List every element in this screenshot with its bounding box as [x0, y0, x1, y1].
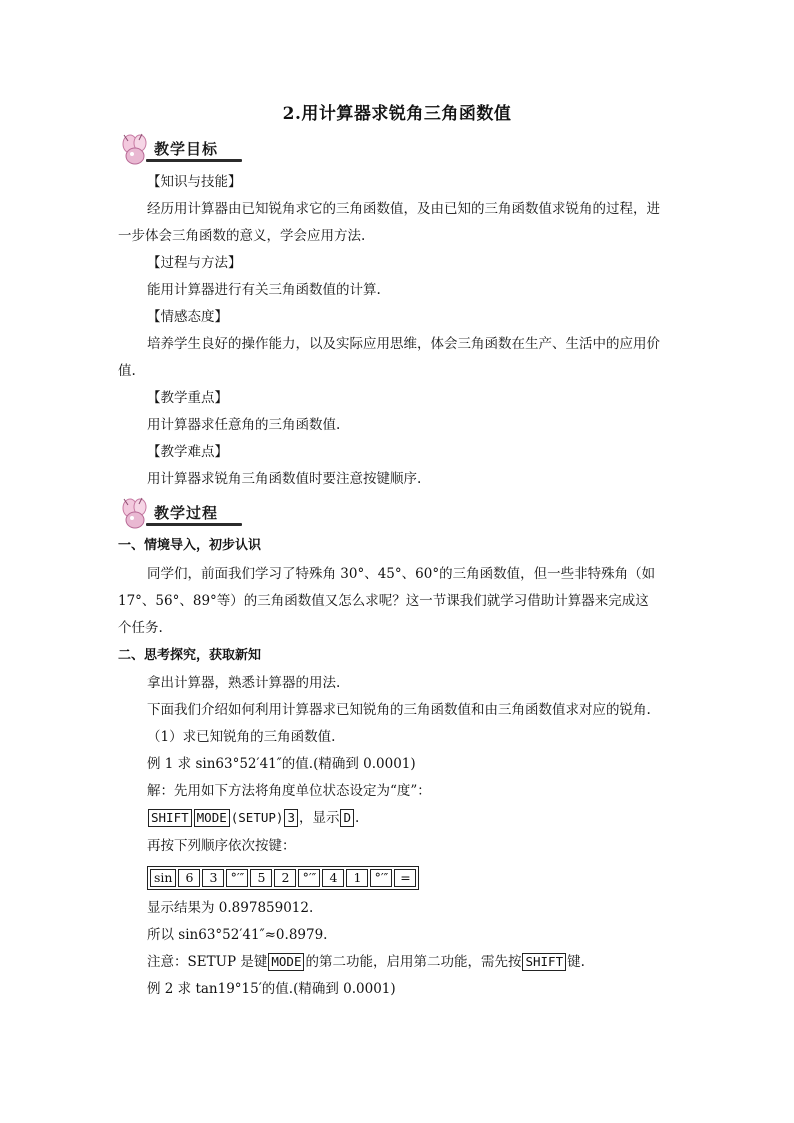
paragraph-line: 一步体会三角函数的意义，学会应用方法.	[118, 228, 366, 244]
paragraph-line: 用计算器求任意角的三角函数值.	[147, 417, 341, 433]
note-text: 的第二功能，启用第二功能，需先按	[305, 954, 522, 970]
calculator-key: °′″	[226, 869, 248, 887]
key-shift: SHIFT	[148, 809, 192, 827]
calculator-key: 5	[250, 869, 272, 887]
banner-underline	[146, 159, 242, 162]
setup-period: .	[355, 810, 360, 826]
paragraph-line: 下面我们介绍如何利用计算器求已知锐角的三角函数值和由三角函数值求对应的锐角.	[147, 702, 651, 718]
paragraph-line: 再按下列顺序依次按键：	[147, 838, 296, 854]
banner-underline	[146, 523, 242, 526]
note-text: 注意：SETUP 是键	[147, 954, 268, 970]
key-mode: MODE	[268, 953, 304, 971]
section-banner-process	[118, 496, 242, 530]
key-mode: MODE	[194, 809, 230, 827]
section-banner-goals	[118, 132, 242, 166]
paragraph-line: 能用计算器进行有关三角函数值的计算.	[147, 282, 381, 298]
paragraph-line: 值.	[118, 363, 136, 379]
calculator-key: 1	[346, 869, 368, 887]
calculator-key: =	[394, 869, 416, 887]
banner-label: 教学目标	[154, 140, 219, 158]
solution-line: 解：先用如下方法将角度单位状态设定为“度”：	[147, 783, 431, 799]
banner-label: 教学过程	[154, 504, 219, 522]
setup-show-text: ，显示	[298, 810, 340, 826]
paragraph-line: 个任务.	[118, 620, 163, 636]
note-line	[147, 952, 585, 972]
key-sequence-box	[147, 866, 419, 890]
paragraph-line: （1）求已知锐角的三角函数值.	[147, 729, 336, 745]
example-1: 例 1 求 sin63°52′41″的值.(精确到 0.0001)	[147, 756, 416, 772]
key-3: 3	[284, 809, 298, 827]
example-2: 例 2 求 tan19°15′的值.(精确到 0.0001)	[147, 981, 396, 997]
calculator-key: sin	[150, 869, 176, 887]
goal-heading-difficulty: 【教学难点】	[147, 444, 228, 460]
conclusion-line: 所以 sin63°52′41″≈0.8979.	[147, 927, 328, 943]
display-d: D	[340, 809, 354, 827]
goal-heading-key: 【教学重点】	[147, 390, 228, 406]
calculator-key: 4	[322, 869, 344, 887]
goal-heading-emotion: 【情感态度】	[147, 309, 228, 325]
paragraph-line: 经历用计算器由已知锐角求它的三角函数值，及由已知的三角函数值求锐角的过程，进	[147, 201, 660, 217]
goal-heading-process: 【过程与方法】	[147, 255, 242, 271]
calculator-key: 2	[274, 869, 296, 887]
key-shift: SHIFT	[522, 953, 566, 971]
goal-heading-knowledge: 【知识与技能】	[147, 174, 242, 190]
result-line: 显示结果为 0.897859012.	[147, 900, 314, 916]
paragraph-line: 用计算器求锐角三角函数值时要注意按键顺序.	[147, 471, 422, 487]
setup-sequence	[147, 808, 359, 828]
paragraph-line: 同学们，前面我们学习了特殊角 30°、45°、60°的三角函数值，但一些非特殊角（如	[147, 566, 656, 582]
note-text: 键.	[567, 954, 585, 970]
calculator-key: °′″	[370, 869, 392, 887]
page-title: 2.用计算器求锐角三角函数值	[282, 104, 512, 124]
paragraph-line: 17°、56°、89°等）的三角函数值又怎么求呢？这一节课我们就学习借助计算器来完成这	[118, 593, 649, 609]
paragraph-line: 培养学生良好的操作能力，以及实际应用思维，体会三角函数在生产、生活中的应用价	[147, 336, 660, 352]
calculator-key: °′″	[298, 869, 320, 887]
calculator-key: 6	[178, 869, 200, 887]
paragraph-line: 拿出计算器，熟悉计算器的用法.	[147, 675, 341, 691]
setup-label: (SETUP)	[230, 810, 284, 825]
key-sequence	[147, 866, 419, 890]
section-heading-2: 二、思考探究，获取新知	[118, 648, 262, 663]
section-heading-1: 一、情境导入，初步认识	[118, 538, 262, 553]
calculator-key: 3	[202, 869, 224, 887]
